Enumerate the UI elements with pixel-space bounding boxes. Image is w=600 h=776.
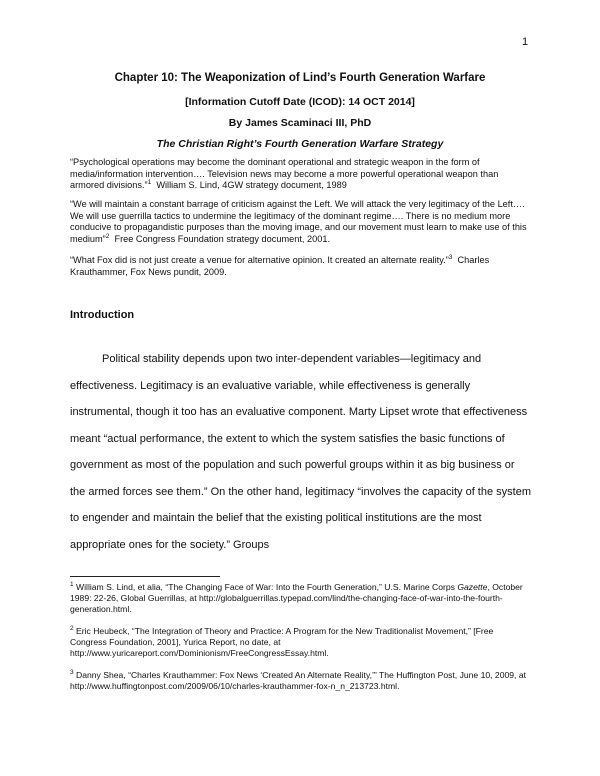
footnote-separator	[70, 576, 220, 577]
footnote-text-continued: , October 1989: 22-26, Global Guerrillas, at http://globalguerrillas.typepad.com/lind/the-changing-face-of-war-into-the-fourth-generation.html.	[70, 582, 523, 614]
icod-line: [Information Cutoff Date (ICOD): 14 OCT 2014]	[185, 96, 415, 108]
footnote-number: 2	[70, 625, 74, 633]
footnote-text: William S. Lind, et alia, “The Changing Face of War: Into the Fourth Generation,” U.S. Marine Corps	[76, 582, 458, 592]
quote-text: “What Fox did is not just create a venue for alternative opinion. It created an alternate reality.”	[70, 255, 449, 265]
footnote-italic-text: Gazette	[457, 582, 488, 592]
quote-source: Free Congress Foundation strategy document, 2001.	[114, 233, 331, 244]
body-paragraph: Political stability depends upon two inter-dependent variables—legitimacy and effectiveness. Legitimacy is an evaluative variable, while effectiveness is generally instrumental, though it too has an evaluative component. Marty Lipset wrote that effectiveness meant “actual performance, the extent to which the system satisfies the basic functions of government as most of the population and such powerful groups within it as big business or the armed forces see them.” On the other hand, legitimacy “involves the capacity of the system to engender and maintain the belief that the existing political institutions are the most appropriate ones for the society.” Groups	[70, 353, 531, 551]
quote-source: Charles Krauthammer, Fox News pundit, 2009.	[70, 255, 490, 277]
footnote-number: 3	[70, 669, 74, 677]
epigraph-quote	[70, 199, 530, 245]
body-paragraph-block	[70, 346, 532, 558]
footnote-marker[interactable]: 2	[105, 232, 110, 240]
epigraph-quote	[70, 157, 530, 192]
footnote-text: Danny Shea, “Charles Krauthammer: Fox News ‘Created An Alternate Reality,’” The Huffington Post, June 10, 2009, at http://www.huffingtonpost.com/2009/06/10/charles-krauthammer-fox-n_n_213723.html.	[70, 670, 526, 691]
quote-text: “We will maintain a constant barrage of criticism against the Left. We will attack the very legitimacy of the Left…. We will use guerrilla tactics to undermine the legitimacy of the dominant regime…. There is no medium more conducive to propagandistic purposes than the moving image, and our movement must learn to make use of this medium”	[70, 199, 527, 244]
epigraph-quote	[70, 255, 530, 278]
footnote	[70, 626, 532, 659]
footnote	[70, 582, 532, 615]
page-number: 1	[522, 36, 529, 48]
chapter-subtitle: The Christian Right’s Fourth Generation Warfare Strategy	[156, 138, 444, 150]
footnote-text: Eric Heubeck, “The Integration of Theory and Practice: A Program for the New Traditionalist Movement,” [Free Congress Foundation, 2001], Yurica Report, no date, at http://www.yuricareport.com/Dominionism/FreeCongressEssay.html.	[70, 626, 494, 658]
quote-source: William S. Lind, 4GW strategy document, 1989	[156, 180, 347, 191]
chapter-title: Chapter 10: The Weaponization of Lind’s Fourth Generation Warfare	[114, 72, 486, 84]
footnote-marker[interactable]: 1	[147, 179, 152, 187]
footnote-number: 1	[70, 581, 74, 589]
quote-text: “Psychological operations may become the dominant operational and strategic weapon in the form of media/information intervention…. Television news may become a more powerful operational weapon than armored divisions.”	[70, 157, 499, 191]
footnote-marker[interactable]: 3	[448, 253, 453, 261]
author-line: By James Scaminaci III, PhD	[228, 117, 372, 129]
footnote	[70, 670, 532, 692]
section-heading: Introduction	[70, 309, 135, 321]
